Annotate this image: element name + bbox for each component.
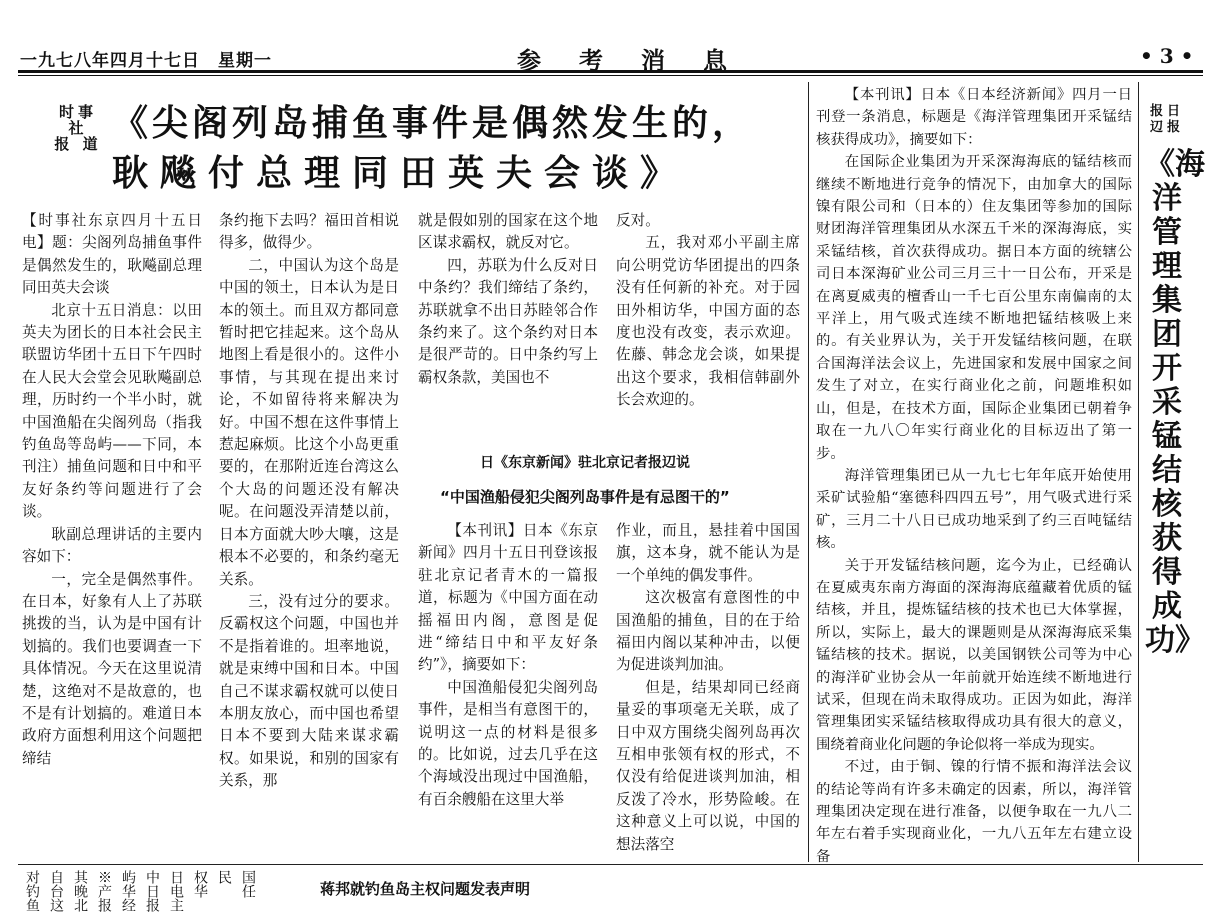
- second-article-kicker: 日《东京新闻》驻北京记者报辺说: [480, 455, 690, 471]
- header-rule-thin: [18, 75, 1203, 76]
- main-headline-line1: 《尖阁列岛捕鱼事件是偶然发生的，: [112, 102, 753, 144]
- issue-date: 一九七八年四月十七日 星期一: [20, 51, 272, 71]
- main-article-col2: 条约拖下去吗？福田首相说得多，做得少。 二，中国认为这个岛是中国的领土，日本认为是日本的领土。而且双方都同意暂时把它挂起来。这个岛从地图上看是很小的。这件小事情，与其现在提出来讨论，不如留待将来解决为好。中国不想在这件事情上惹起麻烦。比这个小岛更重要的，在那附近连台湾这么个大岛的问题还没有解决呢。在问题没弄清楚以前，日本方面就大吵大嚷，这是根本不必要的，和条约毫无关系。 三，没有过分的要求。反霸权这个问题，中国也并不是指着谁的。坦率地说，就是束缚中国和日本。中国自己不谋求霸权就可以使日本朋友放心，而中国也希望日本不要到大陆来谋求霸权。如果说，和别的国家有关系，那: [219, 212, 399, 790]
- page-number: • 3 •: [1140, 44, 1194, 68]
- right-vertical-headline: 《海洋管理集团开采锰结核获得成功》: [1145, 147, 1205, 658]
- bottom-fragments: 对钓鱼 自台这 其晚北 ※产报 屿华经 中日报 日电主 权华 民 国任: [24, 870, 256, 912]
- column-divider: [808, 82, 809, 862]
- right-source-tag: 报日 辺报: [1149, 104, 1184, 135]
- main-headline-line2: 耿飚付总理同田英夫会谈》: [112, 152, 689, 194]
- source-tag: 时事社 报 道: [54, 103, 102, 153]
- main-article-col4: 反对。 五，我对邓小平副主席向公明党访华团提出的四条没有任何新的补充。对于园田外相访华，中国方面的态度也没有改变，表示欢迎。佐藤、韩念龙会谈，如果提出这个要求，我相信韩副外长会欢迎的。: [616, 212, 800, 409]
- main-article-col3: 就是假如别的国家在这个地区谋求霸权，就反对它。 四，苏联为什么反对日中条约？我们缔结了条约，苏联就拿不出日苏睦邻合作条约来了。这个条约对日本是很严苛的。日中条约写上霸权条款，美国也不: [418, 212, 598, 386]
- second-article-col2: 作业，而且，悬挂着中国国旗，这本身，就不能认为是一个单纯的偶发事件。 这次极富有意图性的中国渔船的捕鱼，目的在于给福田内阁以某种冲击，以便为促进谈判加油。 但是，结果却同已经商量妥的事项毫无关联，成了日中双方围绕尖阁列岛再次互相申张领有权的形式，不仅没有给促进谈判加油，相反泼了冷水，形势险峻。在这种意义上可以说，中国的想法落空: [616, 522, 800, 853]
- header-rule: [18, 70, 1203, 73]
- bottom-rule: [18, 864, 1203, 865]
- page-header: [0, 0, 1221, 75]
- right-article-body: 【本刊讯】日本《日本经济新闻》四月一日刊登一条消息，标题是《海洋管理集团开采锰结核获得成功》，摘要如下： 在国际企业集团为开采深海海底的锰结核而继续不断地进行竞争的情况下，由加拿大的国际镍有限公司和（日本的）住友集团等参加的国际财团海洋管理集团从水深五千米的深海海底，实采锰结核，首次获得成功。据日本方面的统辖公司日本深海矿业公司三月三十一日公布，开采是在离夏威夷的檀香山一千七百公里东南偏南的太平洋上，用气吸式连续不断地把锰结核吸上来的。有关业界认为，关于开发锰结核问题，在联合国海洋法会议上，先进国家和发展中国家之间发生了对立，在实行商业化之前，问题堆积如山，但是，在技术方面，国际企业集团已朝着争取在一九八〇年实行商业化的目标迈出了第一步。 海洋管理集团已从一九七七年年底开始使用采矿试验船“塞德科四四五号”，用气吸式进行采矿，三月二十八日已成功地采到了约三百吨锰结核。 关于开发锰结核问题，迄今为止，已经确认在夏威夷东南方海面的深海海底蕴藏着优质的锰结核，并且，提炼锰结核的技术也已大体掌握，所以，实际上，最大的课题则是从深海海底采集锰结核的技术。据说，以美国钢铁公司等为中心的海洋矿业协会从一年前就开始连续不断地进行试采，但现在尚未取得成功。正因为如此，海洋管理集团实采锰结核取得成功具有很大的意义，围绕着商业化问题的争论似将一举成为现实。 不过，由于铜、镍的行情不振和海洋法会议的结论等尚有许多未确定的因素，所以，海洋管理集团决定现在进行准备，以便争取在一九八二年左右着手实现商业化，一九八五年左右建立设备: [816, 87, 1132, 864]
- column-divider: [1138, 82, 1139, 862]
- main-article-col1: 【时事社东京四月十五日电】题：尖阁列岛捕鱼事件是偶然发生的，耿飚副总理同田英夫会谈 北京十五日消息：以田英夫为团长的日本社会民主联盟访华团十五日下午四时在人民大会堂会见耿飚副总理，历时约一个半小时，就中国渔船在尖阁列岛（指我钓鱼岛等岛屿——下同，本刊注）捕鱼问题和日中和平友好条约等问题进行了会谈。 耿副总理讲话的主要内容如下： 一，完全是偶然事件。在日本，好象有人上了苏联挑拨的当，认为是中国有计划搞的。我们也要调查一下具体情况。今天在这里说清楚，这绝对不是故意的，也不是有计划搞的。难道日本政府方面想利用这个问题把缔结: [22, 212, 202, 767]
- second-article-headline: “中国渔船侵犯尖阁列岛事件是有忌图干的”: [440, 488, 730, 506]
- second-article-col1: 【本刊讯】日本《东京新闻》四月十五日刊登该报驻北京记者青木的一篇报道，标题为《中国方面在动摇福田内阁，意图是促进“缔结日中和平友好条约”》，摘要如下： 中国渔船侵犯尖阁列岛事件，是相当有意图干的，说明这一点的材料是很多的。比如说，过去几乎在这个海域没出现过中国渔船，有百余艘船在这里大举: [418, 522, 598, 808]
- masthead: 参考消息: [517, 46, 765, 75]
- bottom-headline: 蒋邦就钓鱼岛主权问题发表声明: [320, 880, 531, 898]
